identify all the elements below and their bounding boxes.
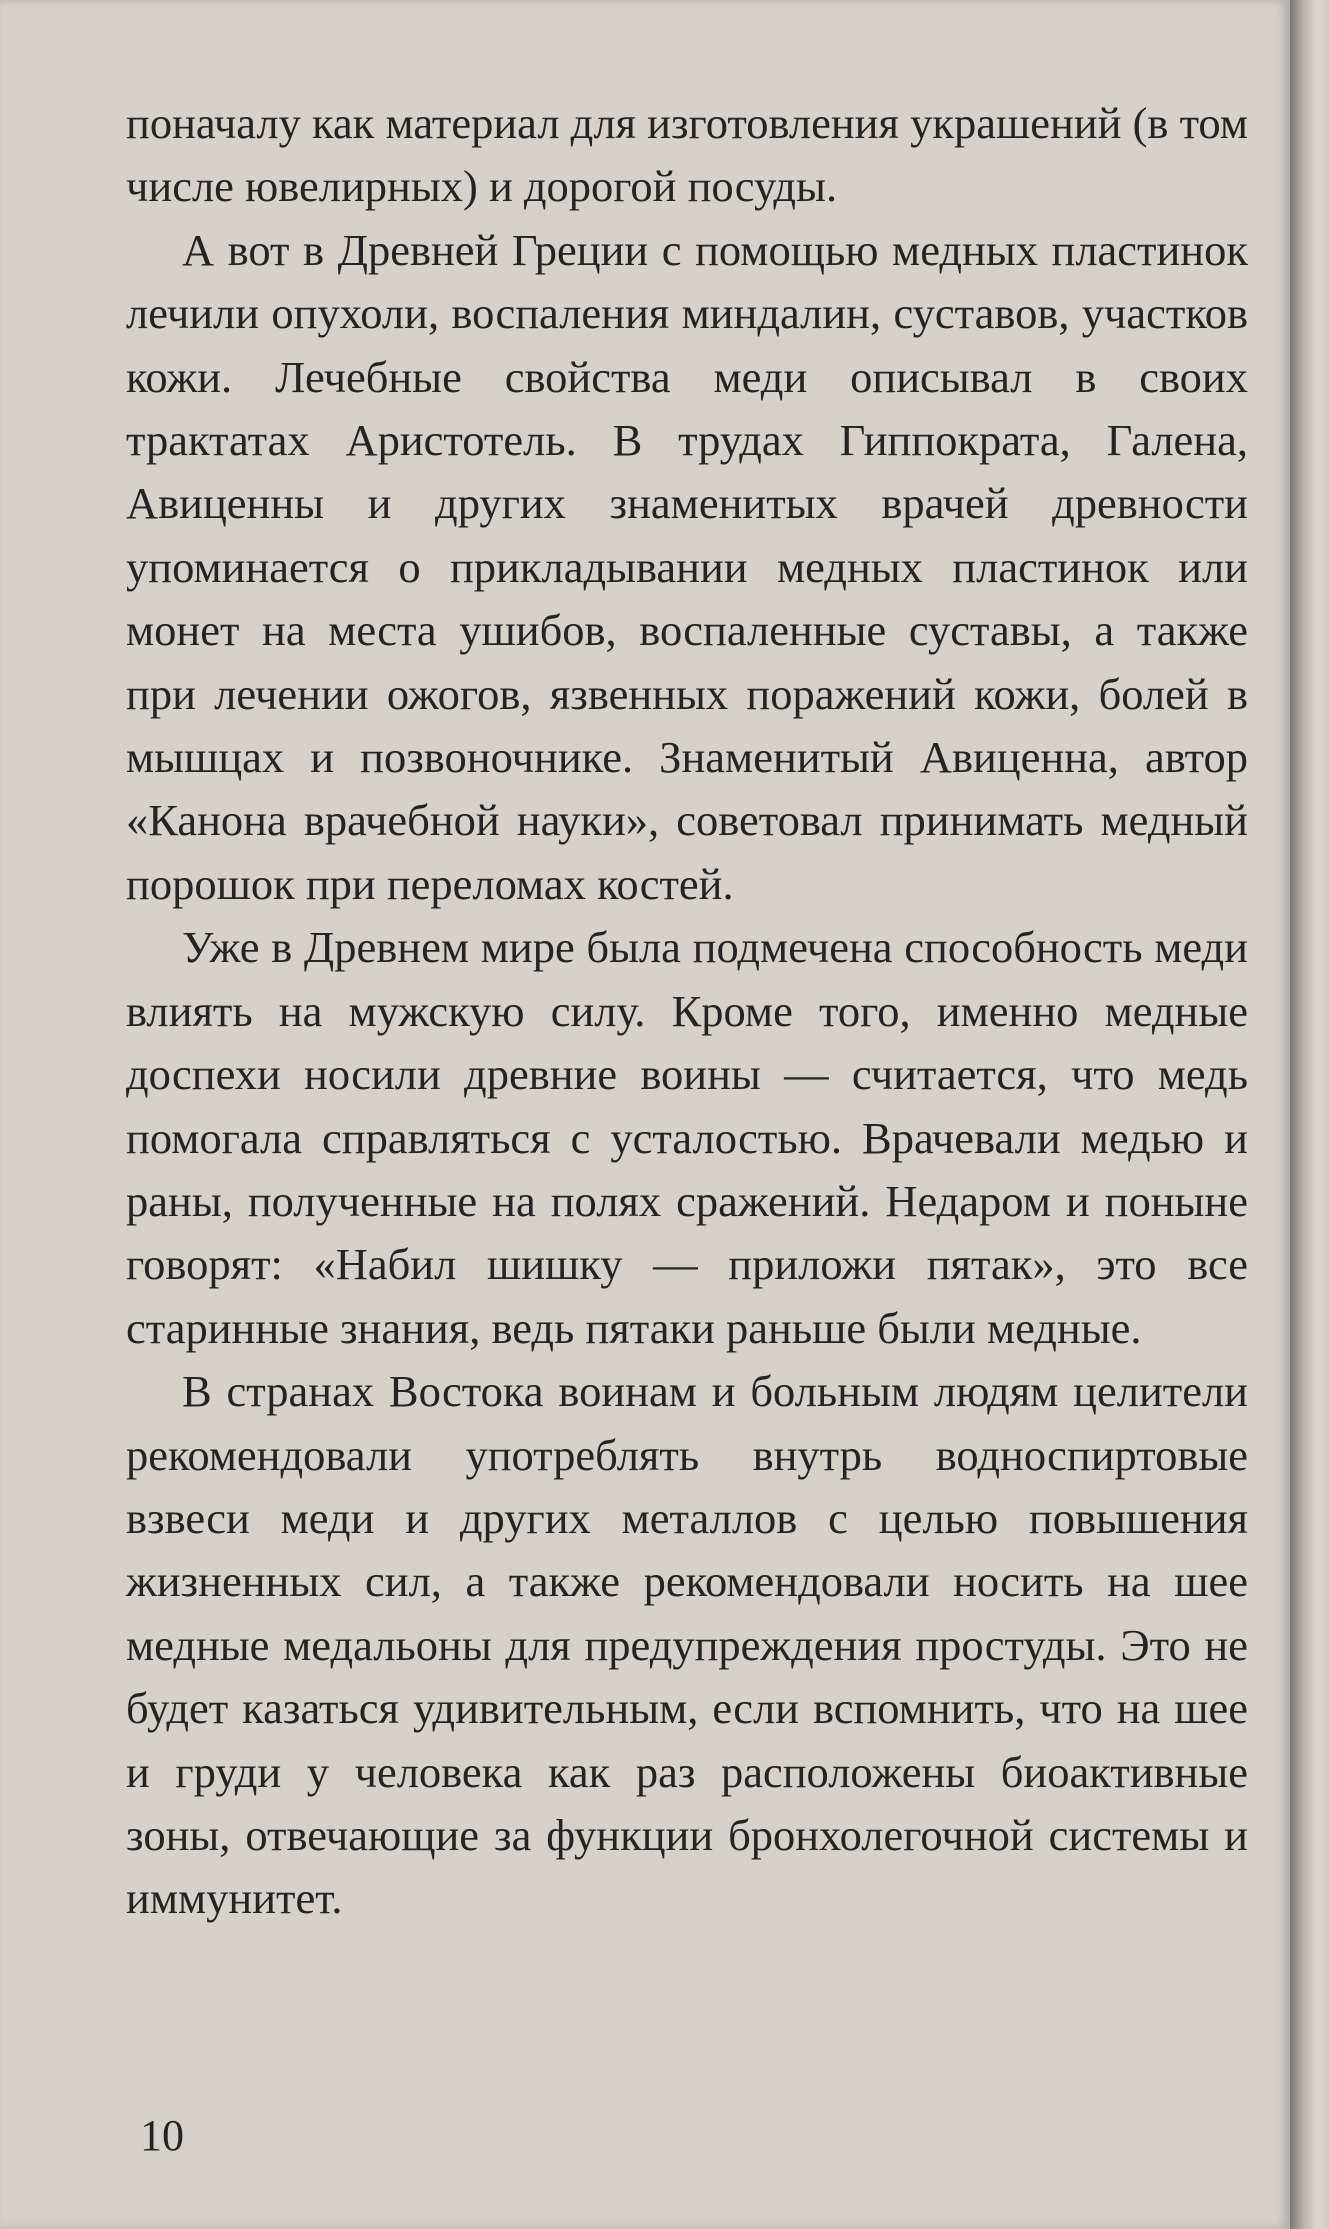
paragraph-4: В странах Востока воинам и больным людям целители рекомендовали употреблять внутрь водноспиртовые взвеси меди и других металлов с целью повышения жизненных сил, а также рекомендовали носить на шее медные медальоны для предупреждения простуды. Это не будет казаться удивительным, если вспомнить, что на шее и груди у человека как раз расположены биоактивные зоны, отвечающие за функции бронхолегочной системы и иммунитет. — [126, 1366, 1248, 1924]
paragraph-2: А вот в Древней Греции с помощью медных пластинок лечили опухоли, воспаления миндалин, суставов, участков кожи. Лечебные свойства меди описывал в своих трактатах Аристотель. В трудах Гиппократа, Галена, Авиценны и других знаменитых врачей древности упоминается о прикладывании медных пластинок или монет на места ушибов, воспаленные суставы, а также при лечении ожогов, язвенных поражений кожи, болей в мышцах и позвоночнике. Знаменитый Авиценна, автор «Канона врачебной науки», советовал принимать медный порошок при переломах костей. — [126, 224, 1248, 909]
paragraph-1: поначалу как материал для изготовления украшений (в том числе ювелирных) и дорогой посуды. — [126, 98, 1248, 212]
body-text — [126, 92, 1248, 1931]
page-number: 10 — [140, 2111, 184, 2160]
book-gutter — [1290, 0, 1329, 2229]
paragraph-3: Уже в Древнем мире была подмечена способность меди влиять на мужскую силу. Кроме того, именно медные доспехи носили древние воины — считается, что медь помогала справляться с усталостью. Врачевали медью и раны, полученные на полях сражений. Недаром и поныне говорят: «Набил шишку — приложи пятак», это все старинные знания, ведь пятаки раньше были медные. — [126, 922, 1248, 1353]
